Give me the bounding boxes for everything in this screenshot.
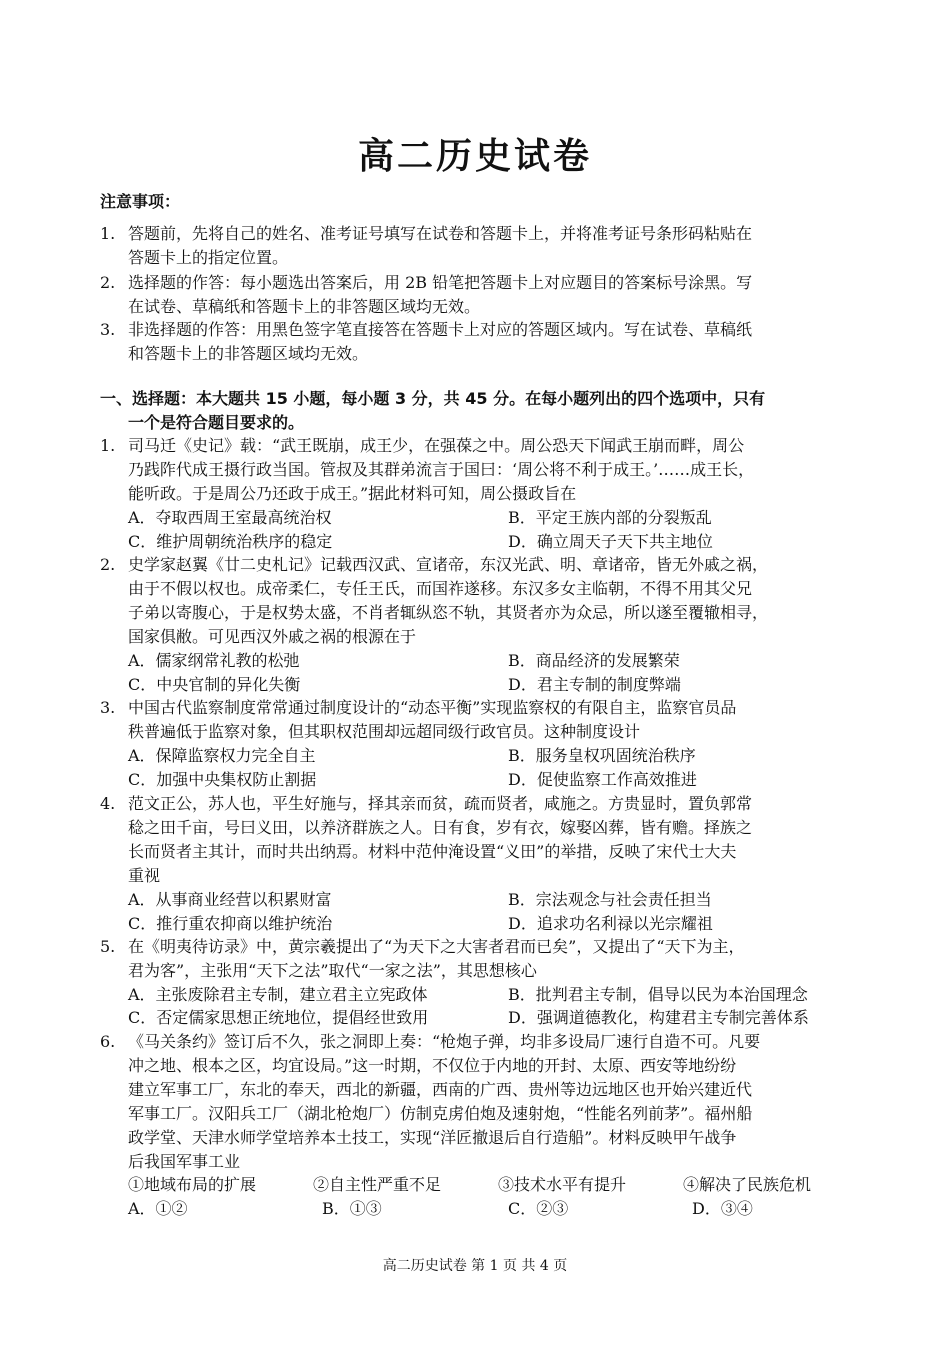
notice-item [128,271,752,319]
option-d: D．确立周天子天下共主地位 [508,532,713,551]
page-footer: 高二历史试卷 第 1 页 共 4 页 [382,1258,568,1274]
question-stem [128,792,752,888]
statement-3: ③技术水平有提升 [498,1175,627,1194]
option-b: B．商品经济的发展繁荣 [508,651,680,670]
stem-line: 冲之地、根本之区，均宜设局。”这一时期，不仅位于内地的开封、太原、西安等地纷纷 [128,1056,737,1075]
question-number: 2. [100,555,116,574]
question-stem [128,696,736,744]
option-a: A．儒家纲常礼教的松弛 [128,651,300,670]
stem-line: 范文正公，苏人也，平生好施与，择其亲而贫，疏而贤者，咸施之。方贵显时，置负郭常 [128,794,753,813]
question-number: 4. [100,794,116,813]
notice-line: 非选择题的作答：用黑色签字笔直接答在答题卡上对应的答题区域内。写在试卷、草稿纸 [128,320,753,339]
option-b: B．宗法观念与社会责任担当 [508,890,712,909]
option-b: B．①③ [322,1199,382,1218]
section-line: 一、选择题：本大题共 15 小题，每小题 3 分，共 45 分。在每小题列出的四个选项中，只有 [100,389,766,408]
stem-line: 能听政。于是周公乃还政于成王。”据此材料可知，周公摄政旨在 [128,484,577,503]
option-c: C．加强中央集权防止割据 [128,770,317,789]
question-number: 3. [100,698,116,717]
option-c: C．②③ [508,1199,569,1218]
stem-line: 司马迁《史记》载：“武王既崩，成王少，在强葆之中。周公恐天下闻武王崩而畔，周公 [128,436,745,455]
option-b: B．平定王族内部的分裂叛乱 [508,508,712,527]
stem-line: 建立军事工厂，东北的奉天，西北的新疆，西南的广西、贵州等边远地区也开始兴建近代 [128,1080,753,1099]
statement-2: ②自主性严重不足 [313,1175,442,1194]
stem-line: 重视 [128,866,161,885]
stem-line: 军事工厂。汉阳兵工厂（湖北枪炮厂）仿制克虏伯炮及速射炮，“性能名列前茅”。福州船 [128,1104,753,1123]
question-number: 5. [100,937,116,956]
statement-1: ①地域布局的扩展 [128,1175,257,1194]
option-c: C．中央官制的异化失衡 [128,675,301,694]
option-c: C．推行重农抑商以维护统治 [128,914,333,933]
stem-line: 秩普遍低于监察对象，但其职权范围却远超同级行政官员。这种制度设计 [128,722,641,741]
question-stem [128,553,768,649]
question-stem [128,1030,760,1174]
question-stem [128,434,754,506]
option-c: C．否定儒家思想正统地位，提倡经世致用 [128,1008,429,1027]
notice-number: 3. [100,320,116,339]
notice-item [128,318,752,366]
section-line: 一个是符合题目要求的。 [128,413,305,432]
option-a: A．①② [128,1199,188,1218]
stem-line: 后我国军事工业 [128,1152,241,1171]
option-a: A．夺取西周王室最高统治权 [128,508,332,527]
question-number: 1. [100,436,116,455]
question-number: 6. [100,1032,116,1051]
stem-line: 史学家赵翼《廿二史札记》记载西汉武、宣诸帝，东汉光武、明、章诸帝，皆无外戚之祸， [128,555,769,574]
stem-line: 乃践阼代成王摄行政当国。管叔及其群弟流言于国曰：‘周公将不利于成王。’……成王长， [128,460,755,479]
page-title: 高二历史试卷 [357,136,592,177]
notice-line: 在试卷、草稿纸和答题卡上的非答题区域均无效。 [128,297,481,316]
stem-line: 国家俱敝。可见西汉外戚之祸的根源在于 [128,627,417,646]
notice-line: 和答题卡上的非答题区域均无效。 [128,344,369,363]
notice-heading: 注意事项： [100,192,181,211]
stem-line: 《马关条约》签订后不久，张之洞即上奏：“枪炮子弹，均非多设局厂速行自造不可。凡要 [128,1032,761,1051]
stem-line: 长而贤者主其计，而时共出纳焉。材料中范仲淹设置“义田”的举措，反映了宋代士大夫 [128,842,737,861]
stem-line: 子弟以寄腹心，于是权势太盛，不肖者辄纵恣不轨，其贤者亦为众忌，所以遂至覆辙相寻， [128,603,769,622]
stem-line: 中国古代监察制度常常通过制度设计的“动态平衡”实现监察权的有限自主，监察官员品 [128,698,737,717]
notice-number: 2. [100,273,116,292]
notice-number: 1. [100,224,116,243]
option-a: A．主张废除君主专制，建立君主立宪政体 [128,985,428,1004]
option-b: B．服务皇权巩固统治秩序 [508,746,696,765]
stem-line: 由于不假以权也。成帝柔仁，专任王氏，而国祚遂移。东汉多女主临朝，不得不用其父兄 [128,579,753,598]
notice-item [128,222,752,270]
option-d: D．③④ [692,1199,753,1218]
option-d: D．强调道德教化，构建君主专制完善体系 [508,1008,809,1027]
question-stem [128,935,745,983]
option-d: D．促使监察工作高效推进 [508,770,697,789]
stem-line: 在《明夷待访录》中，黄宗羲提出了“为天下之大害者君而已矣”，又提出了“天下为主， [128,937,745,956]
stem-line: 君为客”，主张用“天下之法”取代“一家之法”，其思想核心 [128,961,537,980]
option-b: B．批判君主专制，倡导以民为本治国理念 [508,985,808,1004]
section-heading [100,387,765,435]
statement-4: ④解决了民族危机 [683,1175,812,1194]
notice-line: 选择题的作答：每小题选出答案后，用 2B 铅笔把答题卡上对应题目的答案标号涂黑。写 [128,273,753,292]
option-c: C．维护周朝统治秩序的稳定 [128,532,333,551]
option-d: D．君主专制的制度弊端 [508,675,681,694]
stem-line: 政学堂、天津水师学堂培养本土技工，实现“洋匠撤退后自行造船”。材料反映甲午战争 [128,1128,737,1147]
notice-line: 答题卡上的指定位置。 [128,248,289,267]
option-a: A．从事商业经营以积累财富 [128,890,332,909]
option-a: A．保障监察权力完全自主 [128,746,316,765]
stem-line: 稔之田千亩，号曰义田，以养济群族之人。日有食，岁有衣，嫁娶凶葬，皆有赡。择族之 [128,818,753,837]
notice-line: 答题前，先将自己的姓名、准考证号填写在试卷和答题卡上，并将准考证号条形码粘贴在 [128,224,753,243]
option-d: D．追求功名利禄以光宗耀祖 [508,914,713,933]
